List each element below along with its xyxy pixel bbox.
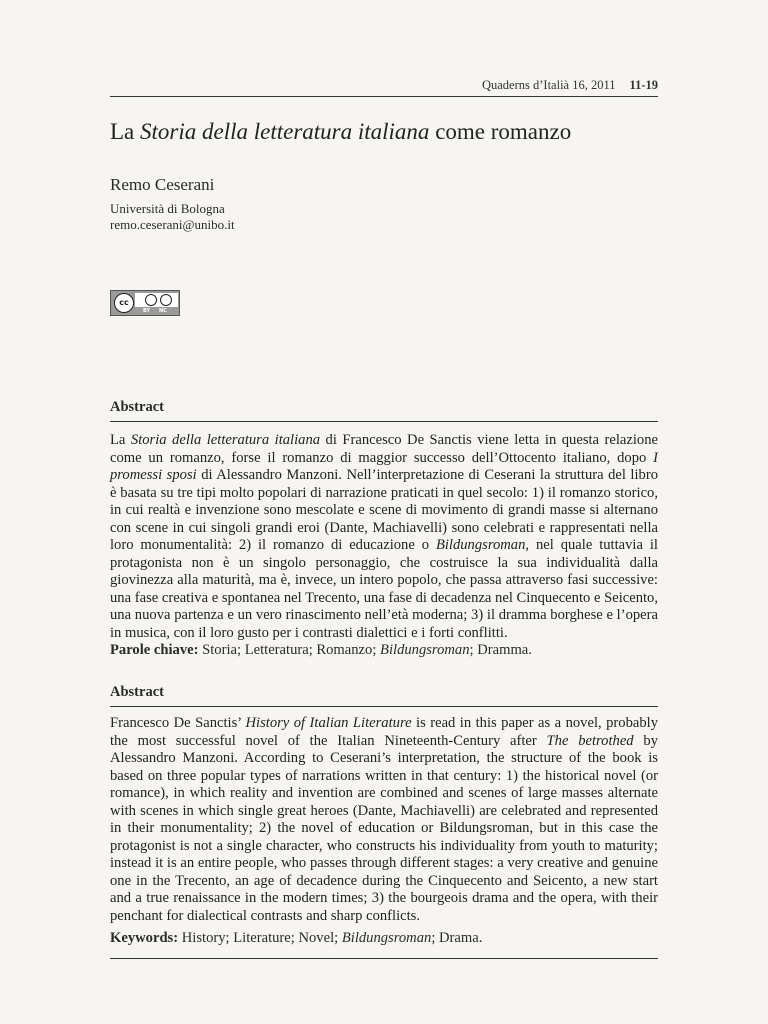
abstract-rule-en: [110, 706, 658, 707]
title-suffix: come romanzo: [429, 119, 572, 144]
keywords-it: Parole chiave: Storia; Letteratura; Romanzo; Bildungsroman; Dramma.: [110, 642, 532, 658]
keywords-en: Keywords: History; Literature; Novel; Bildungsroman; Drama.: [110, 930, 483, 946]
cc-icon: cc: [114, 293, 134, 313]
creative-commons-license-badge[interactable]: [110, 290, 180, 316]
non-commercial-icon: [160, 294, 172, 306]
author-name: Remo Ceserani: [110, 175, 215, 194]
abstract-text-en: Francesco De Sanctis’ History of Italian Literature is read in this paper as a novel, probably the most successful novel of the Italian Nineteenth-Century after The betrothed by Alessandro Manzoni. According to Ceserani’s interpretation, the structure of the book is based on three popular types of narrations written in that century: 1) the historical novel (or romance), in which reality and invention are combined and scenes of large masses alternate with scenes in which single great heroes (Dante, Machiavelli) are celebrated and represented in their monumentality; 2) the novel of education or Bildungsroman, but in this case the protagonist is not a single character, who constructs his individuality from youth to maturity; instead it is an entire people, who passes through different stages: a very creative and genuine one in the Trecento, an age of decadence during the Cinquecento and Seicento, a new start and a true renaissance in the modern times; 3) the bourgeois drama and the opera, with their penchant for dialectical contrasts and sharp conflicts.: [110, 715, 658, 924]
abstract-heading-it: Abstract: [110, 399, 164, 415]
abstract-rule-it: [110, 421, 658, 422]
abstract-heading-en: Abstract: [110, 684, 164, 700]
running-head: [482, 78, 658, 93]
author-email[interactable]: remo.ceserani@unibo.it: [110, 217, 235, 232]
author-affiliation: Università di Bologna: [110, 201, 225, 216]
by-label: BY: [143, 308, 151, 314]
nc-label: NC: [159, 308, 167, 314]
journal-citation: Quaderns d’Italià 16, 2011: [481, 78, 616, 92]
bottom-rule: [110, 958, 658, 959]
abstract-text-it: La Storia della letteratura italiana di Francesco De Sanctis viene letta in questa relazione come un romanzo, forse il romanzo di maggior successo dell’Ottocento italiano, dopo I promessi sposi di Alessandro Manzoni. Nell’interpretazione di Ceserani la struttura del libro è basata su tre tipi molto popolari di narrazione praticati in quel secolo: 1) il romanzo storico, in cui realtà e invenzione sono mescolate e scene di movimento di grandi masse si alternano con scene in cui singoli grandi eroi (Dante, Machiavelli) sono celebrati e rappresentati nella loro monumentalità: 2) il romanzo di educazione o Bildungsroman, nel quale tuttavia il protagonista non è un singolo personaggio, che costruisce la sua individualità dalla giovinezza alla maturità, ma è, invece, un intero popolo, che passa attraverso fasi successive: una fase creativa e spontanea nel Trecento, una fase di decadenza nel Cinquecento e Seicento, una nuova partenza e un vero rinascimento nell’età moderna; 3) il dramma borghese e l’opera in musica, con il loro gusto per i contrasti dialettici e i forti conflitti.: [110, 432, 658, 641]
article-title: [110, 118, 658, 146]
header-rule: [110, 96, 658, 97]
page-range: 11-19: [629, 78, 658, 92]
attribution-icon: [145, 294, 157, 306]
document-page: [110, 0, 658, 1024]
title-prefix: La: [110, 119, 141, 144]
title-italic: Storia della letteratura italiana: [140, 119, 430, 144]
